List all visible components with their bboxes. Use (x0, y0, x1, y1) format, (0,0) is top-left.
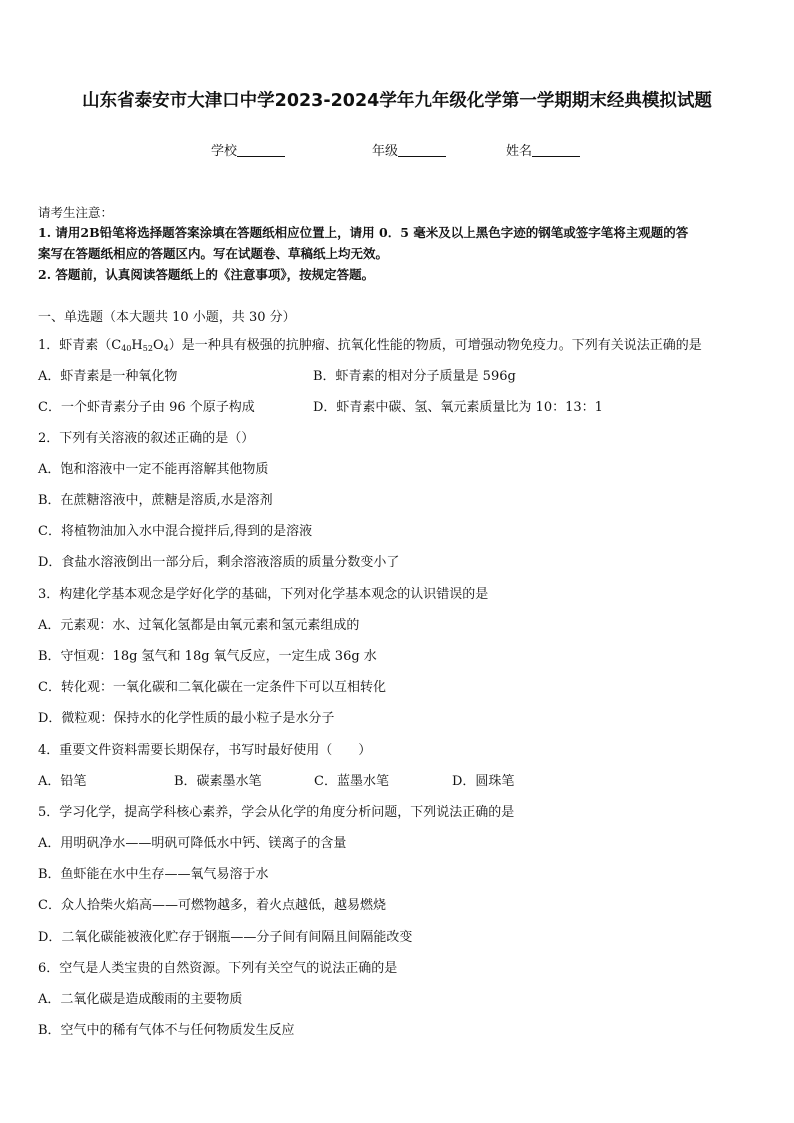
q1-stem-o: O (152, 338, 164, 353)
q3-option-b[interactable]: B．守恒观：18g 氢气和 18g 氧气反应，一定生成 36g 水 (38, 649, 377, 664)
question-5-stem: 5．学习化学，提高学科核心素养，学会从化学的角度分析问题，下列说法正确的是 (38, 805, 515, 820)
notes-item-2: 2. 答题前，认真阅读答题纸上的《注意事项》，按规定答题。 (38, 267, 375, 282)
question-1-stem (38, 334, 702, 353)
school-blank[interactable] (237, 144, 285, 157)
q5-option-c[interactable]: C．众人拾柴火焰高——可燃物越多，着火点越低，越易燃烧 (38, 898, 386, 913)
q3-option-d[interactable]: D．微粒观：保持水的化学性质的最小粒子是水分子 (38, 711, 335, 726)
q5-option-b[interactable]: B．鱼虾能在水中生存——氧气易溶于水 (38, 867, 269, 882)
q4-option-a[interactable]: A．铅笔 (38, 774, 87, 789)
q1-option-d[interactable]: D．虾青素中碳、氢、氧元素质量比为 10：13：1 (313, 400, 603, 415)
q1-sub-carbon: 40 (121, 344, 132, 353)
notes-heading: 请考生注意： (38, 205, 114, 220)
q4-option-c[interactable]: C．蓝墨水笔 (314, 774, 389, 789)
grade-blank[interactable] (398, 144, 446, 157)
question-2-stem: 2．下列有关溶液的叙述正确的是（） (38, 431, 255, 446)
q2-option-d[interactable]: D．食盐水溶液倒出一部分后，剩余溶液溶质的质量分数变小了 (38, 555, 400, 570)
section-heading: 一、单选题（本大题共 10 小题，共 30 分） (38, 310, 296, 325)
q4-option-b[interactable]: B．碳素墨水笔 (174, 774, 262, 789)
q1-option-c[interactable]: C．一个虾青素分子由 96 个原子构成 (38, 400, 255, 415)
q5-option-d[interactable]: D．二氧化碳能被液化贮存于钢瓶——分子间有间隔且间隔能改变 (38, 930, 413, 945)
q3-option-c[interactable]: C．转化观：一氧化碳和二氧化碳在一定条件下可以互相转化 (38, 680, 386, 695)
q1-option-a[interactable]: A．虾青素是一种氧化物 (38, 369, 178, 384)
q1-sub-oxygen: 4 (163, 344, 169, 353)
q1-stem-pre: 1．虾青素（C (38, 338, 122, 353)
q2-option-c[interactable]: C．将植物油加入水中混合搅拌后,得到的是溶液 (38, 524, 313, 539)
q1-stem-post: ）是一种具有极强的抗肿瘤、抗氧化性能的物质，可增强动物免疫力。下列有关说法正确的是 (168, 338, 702, 353)
question-4-stem: 4．重要文件资料需要长期保存，书写时最好使用（ ） (38, 743, 372, 758)
q6-option-a[interactable]: A．二氧化碳是造成酸雨的主要物质 (38, 992, 243, 1007)
q2-option-b[interactable]: B．在蔗糖溶液中，蔗糖是溶质,水是溶剂 (38, 493, 273, 508)
q3-option-a[interactable]: A．元素观：水、过氧化氢都是由氧元素和氢元素组成的 (38, 618, 360, 633)
question-6-stem: 6．空气是人类宝贵的自然资源。下列有关空气的说法正确的是 (38, 961, 398, 976)
page-title: 山东省泰安市大津口中学2023-2024学年九年级化学第一学期期末经典模拟试题 (82, 91, 712, 111)
grade-label: 年级 (372, 144, 399, 159)
q2-option-a[interactable]: A．饱和溶液中一定不能再溶解其他物质 (38, 462, 269, 477)
notes-item-1-line-1: 1. 请用2B铅笔将选择题答案涂填在答题纸相应位置上，请用 0．5 毫米及以上黑色字迹的钢笔或签字笔将主观题的答 (38, 225, 689, 240)
grade-field (372, 140, 446, 159)
q5-option-a[interactable]: A．用明矾净水——明矾可降低水中钙、镁离子的含量 (38, 836, 347, 851)
question-3-stem: 3．构建化学基本观念是学好化学的基础，下列对化学基本观念的认识错误的是 (38, 587, 489, 602)
school-field (211, 140, 285, 159)
q1-sub-hydrogen: 52 (142, 344, 153, 353)
q1-option-b[interactable]: B．虾青素的相对分子质量是 596g (313, 369, 516, 384)
q1-stem-h: H (131, 338, 143, 353)
name-blank[interactable] (532, 144, 580, 157)
school-label: 学校 (211, 144, 238, 159)
name-field (506, 140, 580, 159)
name-label: 姓名 (506, 144, 533, 159)
q4-option-d[interactable]: D．圆珠笔 (452, 774, 515, 789)
q6-option-b[interactable]: B．空气中的稀有气体不与任何物质发生反应 (38, 1023, 295, 1038)
notes-item-1-line-2: 案写在答题纸相应的答题区内。写在试题卷、草稿纸上均无效。 (38, 246, 389, 261)
